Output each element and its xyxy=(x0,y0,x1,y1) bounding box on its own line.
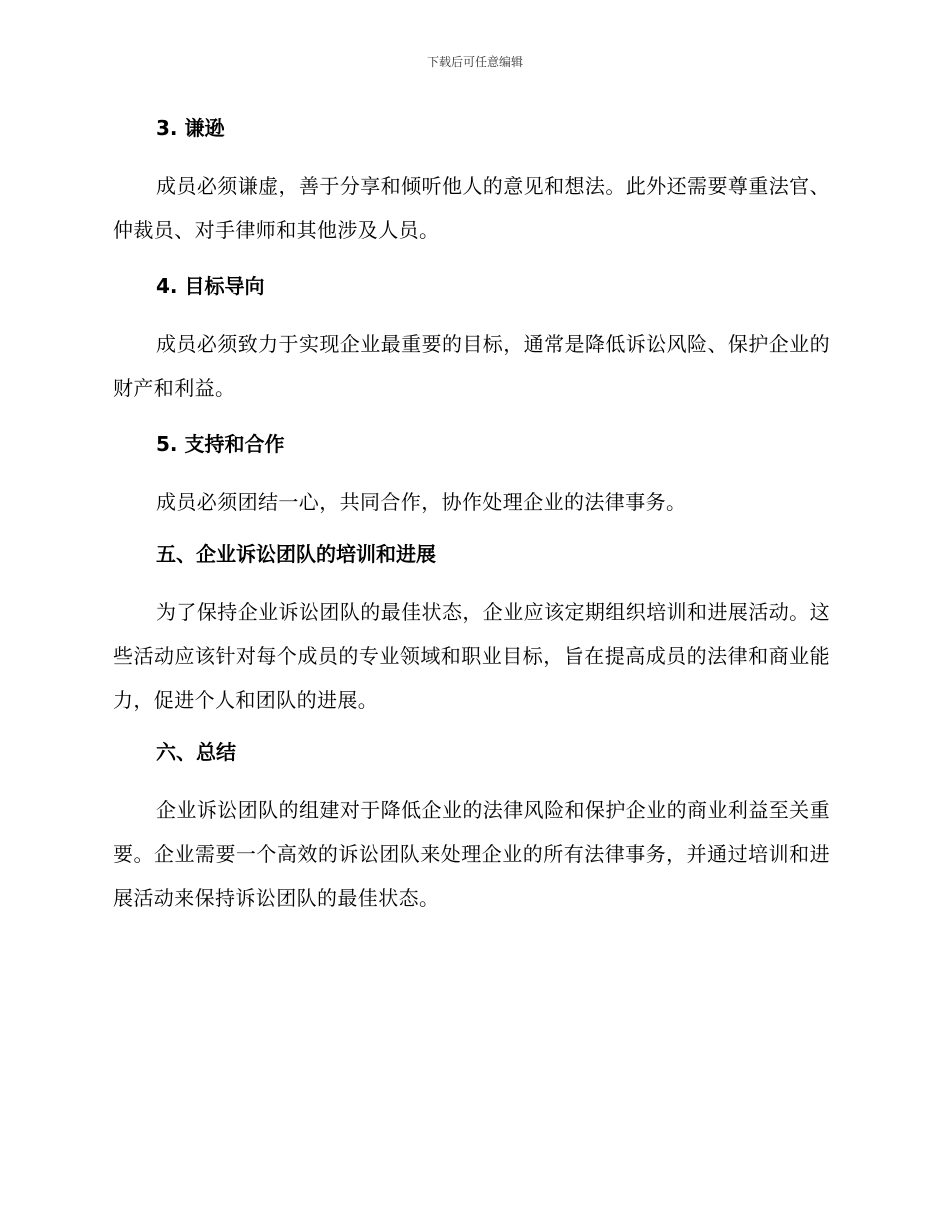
section-heading-support-cooperation: 5. 支持和合作 xyxy=(156,432,285,456)
section-paragraph-humility: 成员必须谦虚，善于分享和倾听他人的意见和想法。此外还需要尊重法官、仲裁员、对手律师和其他涉及人员。 xyxy=(113,174,830,242)
section-heading-goal-orientation: 4. 目标导向 xyxy=(156,274,265,298)
document-body xyxy=(113,112,830,920)
section-paragraph-support-cooperation: 成员必须团结一心，共同合作，协作处理企业的法律事务。 xyxy=(156,490,687,514)
section-paragraph-training-development: 为了保持企业诉讼团队的最佳状态，企业应该定期组织培训和进展活动。这些活动应该针对每个成员的专业领域和职业目标，旨在提高成员的法律和商业能力，促进个人和团队的进展。 xyxy=(113,600,830,712)
section-heading-training-development: 五、企业诉讼团队的培训和进展 xyxy=(156,542,436,566)
section-paragraph-goal-orientation: 成员必须致力于实现企业最重要的目标，通常是降低诉讼风险、保护企业的财产和利益。 xyxy=(113,332,830,400)
section-heading-summary: 六、总结 xyxy=(156,740,236,764)
page-header: 下载后可任意编辑 xyxy=(426,55,523,69)
section-paragraph-summary: 企业诉讼团队的组建对于降低企业的法律风险和保护企业的商业利益至关重要。企业需要一个高效的诉讼团队来处理企业的所有法律事务，并通过培训和进展活动来保持诉讼团队的最佳状态。 xyxy=(113,798,830,910)
section-heading-humility: 3. 谦逊 xyxy=(156,116,225,140)
